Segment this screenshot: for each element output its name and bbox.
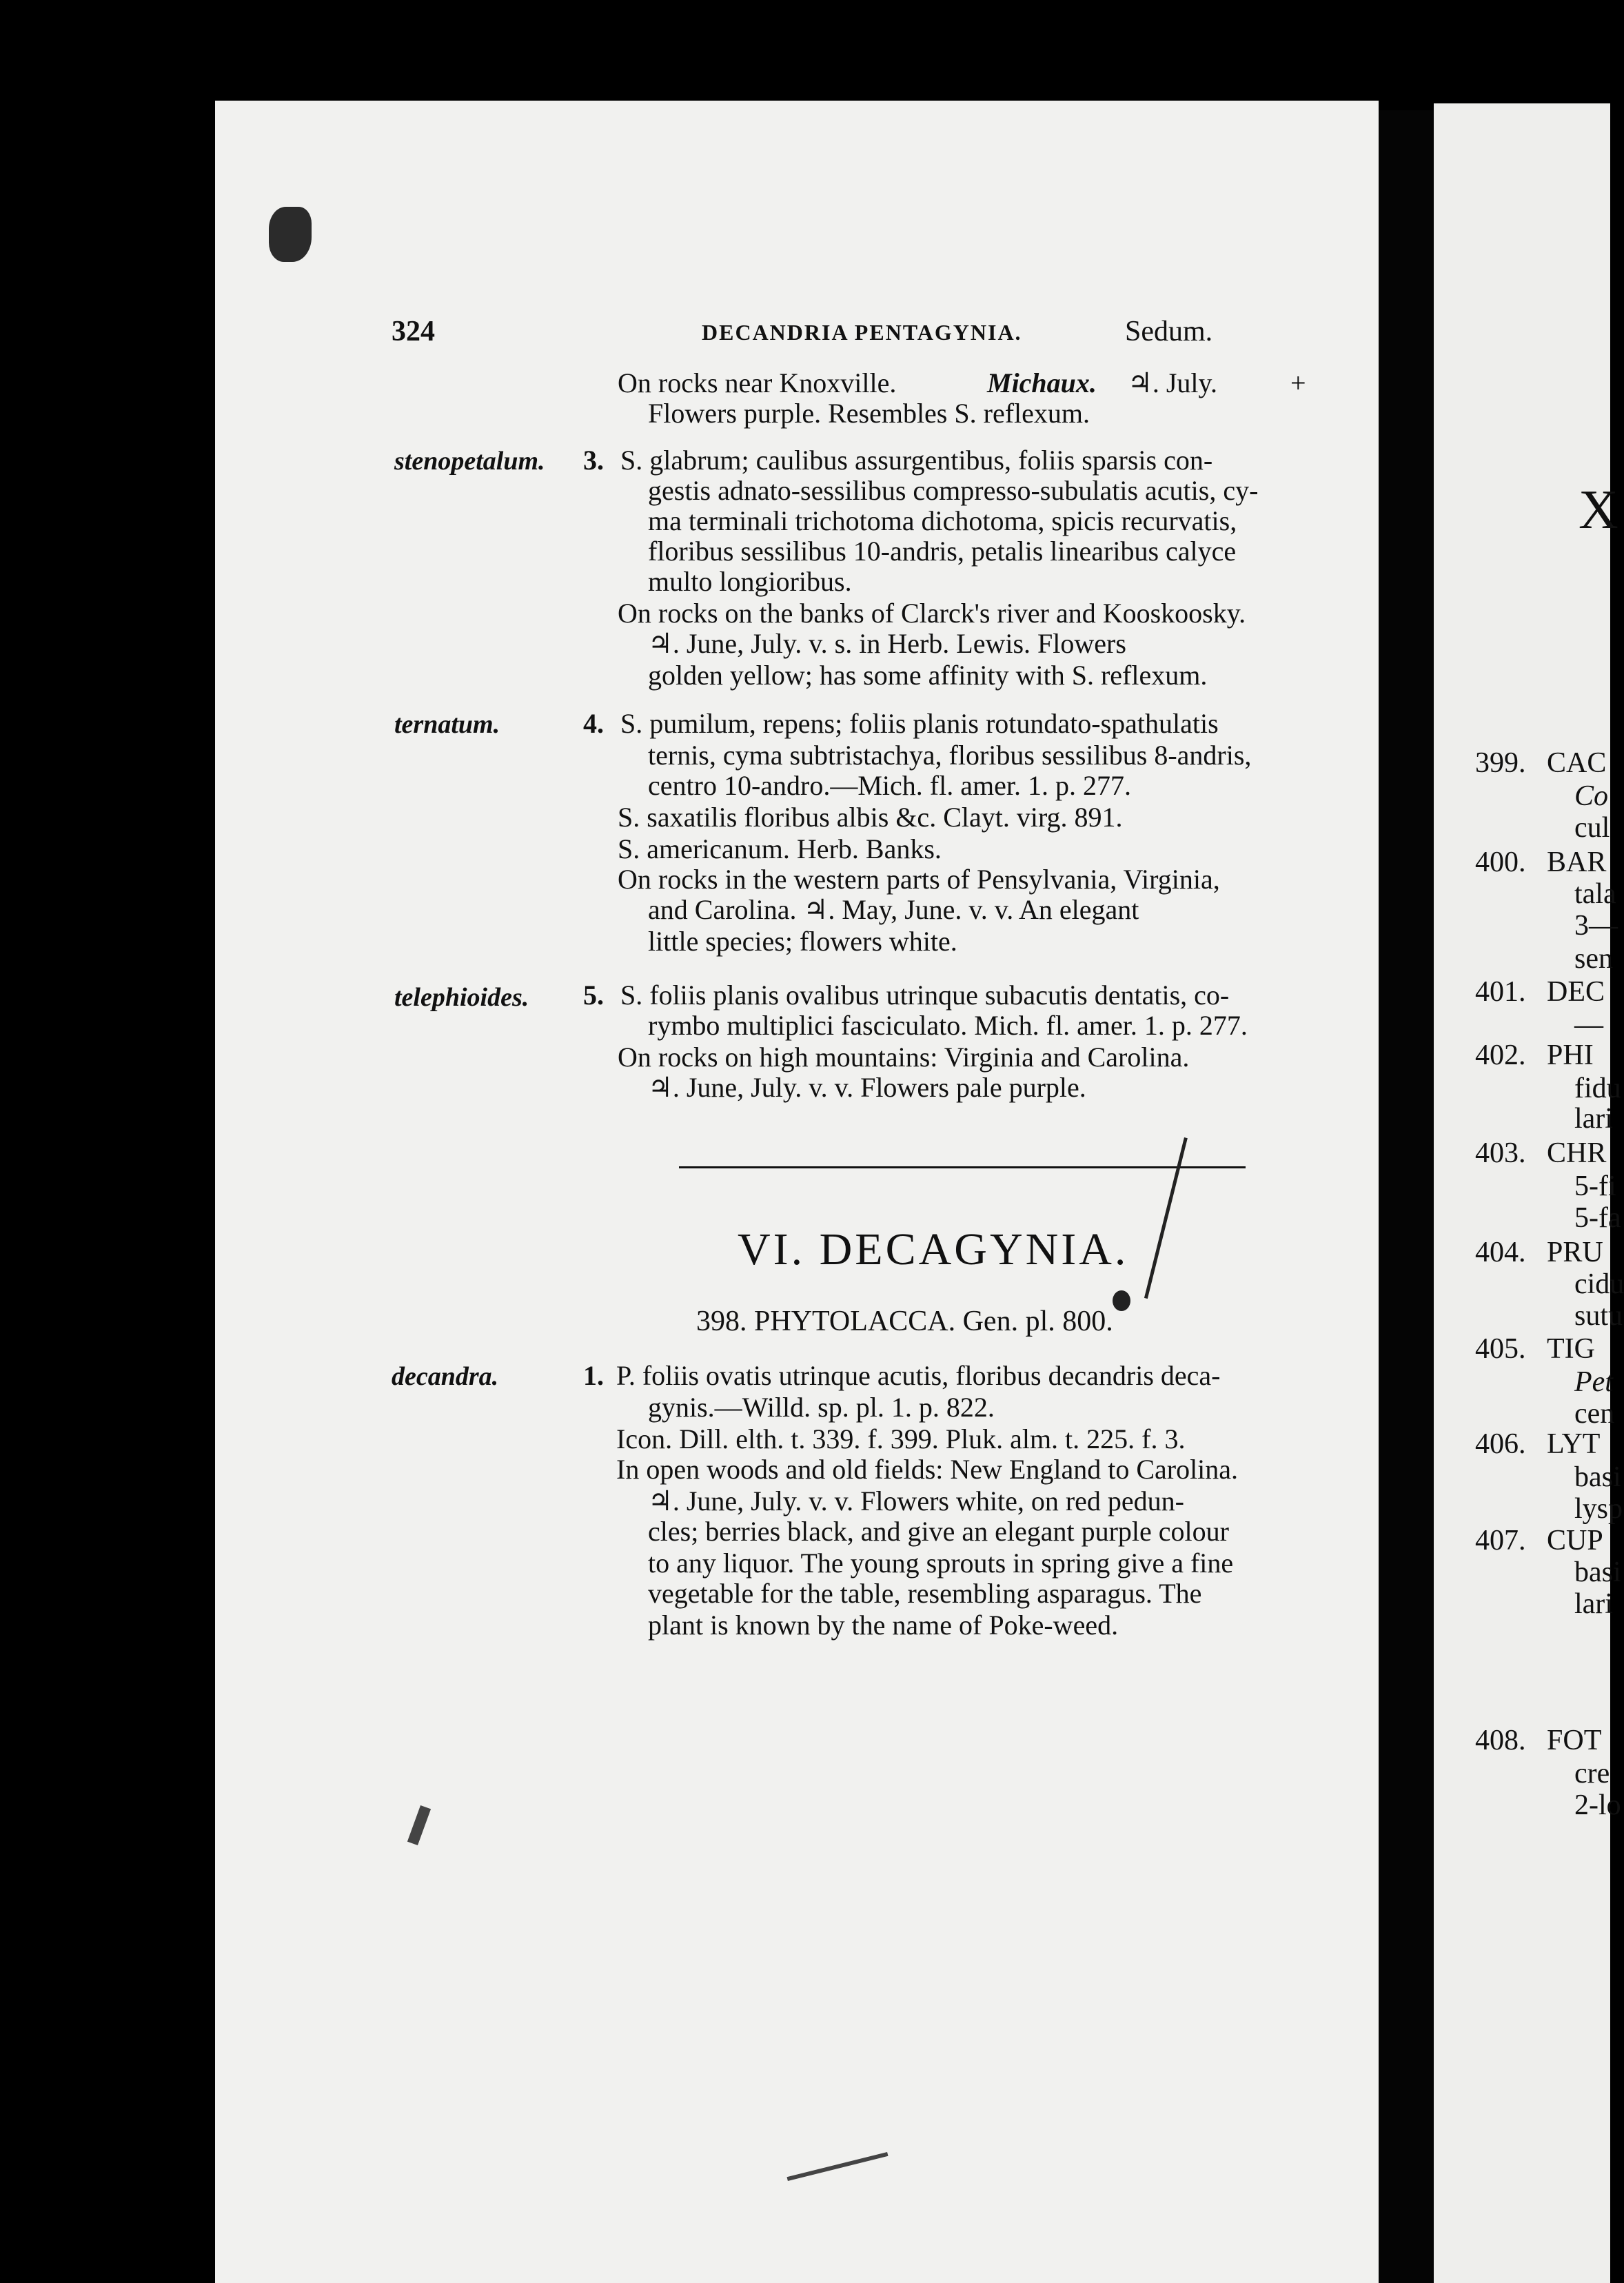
right-entry-sub: lysp (1574, 1493, 1623, 1525)
ink-blot (1113, 1290, 1130, 1311)
species-number: 5. (583, 980, 604, 1011)
right-entry-sub: 5-fa (1574, 1202, 1621, 1234)
right-entry-sub: 2-lo (1574, 1789, 1621, 1821)
text-line: S. foliis planis ovalibus utrinque subacutis dentatis, co- (620, 980, 1230, 1011)
right-entry-genus: TIG (1547, 1333, 1595, 1365)
text-line-flowering: ♃. July. (1128, 367, 1217, 398)
right-entry-sub: lari (1574, 1588, 1613, 1620)
right-entry-sub: basi (1574, 1461, 1621, 1493)
species-number: 3. (583, 445, 604, 476)
text-line: S. saxatilis floribus albis &c. Clayt. virg. 891. (618, 802, 1123, 833)
section-divider (679, 1166, 1246, 1168)
right-entry-sub: cre (1574, 1758, 1610, 1789)
margin-name-telephioides: telephioides. (394, 983, 529, 1012)
section-heading: VI. DECAGYNIA. (738, 1224, 1129, 1275)
right-entry-number: 400. (1475, 846, 1526, 878)
text-line: ♃. June, July. v. v. Flowers pale purple. (648, 1072, 1086, 1103)
margin-name-decandra: decandra. (392, 1362, 499, 1391)
book-gutter (1379, 110, 1434, 2283)
text-line: rymbo multiplici fasciculato. Mich. fl. amer. 1. p. 277. (648, 1010, 1248, 1041)
text-line: golden yellow; has some affinity with S. reflexum. (648, 660, 1208, 691)
right-entry-sub: tala (1574, 878, 1616, 910)
right-entry-number: 404. (1475, 1237, 1526, 1268)
text-line: Flowers purple. Resembles S. reflexum. (648, 398, 1090, 429)
right-entry-genus: PRU (1547, 1237, 1603, 1268)
right-entry-genus: DEC (1547, 976, 1605, 1008)
ink-smudge (269, 207, 312, 262)
species-number: 4. (583, 708, 604, 739)
running-head: DECANDRIA PENTAGYNIA. (702, 320, 1022, 345)
right-entry-sub: lari (1574, 1103, 1613, 1135)
text-line: S. glabrum; caulibus assurgentibus, foliis sparsis con- (620, 445, 1213, 476)
text-line: On rocks on high mountains: Virginia and Carolina. (618, 1042, 1190, 1073)
right-entry-sub: 3— (1574, 910, 1618, 942)
right-entry-sub: Pet (1574, 1366, 1613, 1398)
right-entry-sub: sen (1574, 943, 1613, 975)
right-entry-genus: CUP (1547, 1525, 1603, 1556)
right-entry-sub: cul (1574, 812, 1610, 844)
right-entry-sub: Co (1574, 780, 1609, 812)
text-line: P. foliis ovatis utrinque acutis, floribus decandris deca- (616, 1360, 1221, 1391)
right-entry-number: 406. (1475, 1428, 1526, 1460)
text-line: vegetable for the table, resembling asparagus. The (648, 1578, 1202, 1609)
genus-heading: 398. PHYTOLACCA. Gen. pl. 800. (696, 1306, 1113, 1337)
right-entry-genus: PHI (1547, 1039, 1594, 1071)
text-line: On rocks in the western parts of Pensylvania, Virginia, (618, 864, 1220, 895)
right-entry-genus: LYT (1547, 1428, 1601, 1460)
text-line: In open woods and old fields: New England to Carolina. (616, 1454, 1239, 1485)
text-line: ♃. June, July. v. v. Flowers white, on red pedun- (648, 1485, 1184, 1516)
text-line: On rocks near Knoxville. (618, 367, 897, 398)
text-line: S. americanum. Herb. Banks. (618, 833, 942, 864)
text-line: Icon. Dill. elth. t. 339. f. 399. Pluk. alm. t. 225. f. 3. (616, 1423, 1186, 1454)
right-entry-genus: CAC (1547, 747, 1607, 779)
right-entry-number: 403. (1475, 1137, 1526, 1169)
text-line: centro 10-andro.—Mich. fl. amer. 1. p. 277. (648, 770, 1131, 801)
right-entry-genus: FOT (1547, 1725, 1602, 1756)
plus-mark: + (1290, 367, 1306, 398)
text-line: ♃. June, July. v. s. in Herb. Lewis. Flowers (648, 628, 1126, 659)
text-line: ma terminali trichotoma dichotoma, spicis recurvatis, (648, 505, 1237, 536)
margin-name-ternatum: ternatum. (394, 710, 500, 739)
right-entry-number: 405. (1475, 1333, 1526, 1365)
text-line: to any liquor. The young sprouts in spring give a fine (648, 1548, 1234, 1579)
running-head-genus: Sedum. (1125, 316, 1213, 347)
text-line-authority: Michaux. (987, 367, 1097, 398)
right-entry-number: 399. (1475, 747, 1526, 779)
margin-name-stenopetalum: stenopetalum. (394, 447, 545, 476)
right-entry-sub: basi (1574, 1556, 1621, 1588)
text-line: floribus sessilibus 10-andris, petalis linearibus calyce (648, 536, 1237, 567)
right-entry-number: 407. (1475, 1525, 1526, 1556)
text-line: multo longioribus. (648, 566, 852, 597)
text-line: ternis, cyma subtristachya, floribus sessilibus 8-andris, (648, 740, 1252, 771)
text-line: gestis adnato-sessilibus compresso-subulatis acutis, cy- (648, 475, 1259, 506)
right-entry-number: 402. (1475, 1039, 1526, 1071)
right-entry-number: 408. (1475, 1725, 1526, 1756)
right-entry-number: 401. (1475, 976, 1526, 1008)
right-entry-sub: fidu (1574, 1073, 1621, 1104)
right-entry-genus: BAR (1547, 846, 1607, 878)
right-entry-sub: cen (1574, 1398, 1615, 1430)
text-line: little species; flowers white. (648, 926, 957, 957)
text-line: gynis.—Willd. sp. pl. 1. p. 822. (648, 1392, 995, 1423)
right-entry-sub: sutu (1574, 1300, 1623, 1332)
text-line: plant is known by the name of Poke-weed. (648, 1610, 1119, 1641)
text-line: S. pumilum, repens; foliis planis rotundato-spathulatis (620, 708, 1219, 739)
text-line: On rocks on the banks of Clarck's river and Kooskoosky. (618, 598, 1246, 629)
right-page-heading-fragment: X (1579, 480, 1618, 540)
right-entry-sub: 5-fi (1574, 1170, 1616, 1202)
right-entry-genus: CHR (1547, 1137, 1607, 1169)
right-entry-sub: — (1574, 1009, 1603, 1041)
text-line: and Carolina. ♃. May, June. v. v. An elegant (648, 894, 1139, 925)
right-entry-sub: cidu (1574, 1268, 1624, 1300)
page-number: 324 (392, 316, 435, 347)
text-line: cles; berries black, and give an elegant purple colour (648, 1516, 1229, 1547)
species-number: 1. (583, 1360, 604, 1391)
